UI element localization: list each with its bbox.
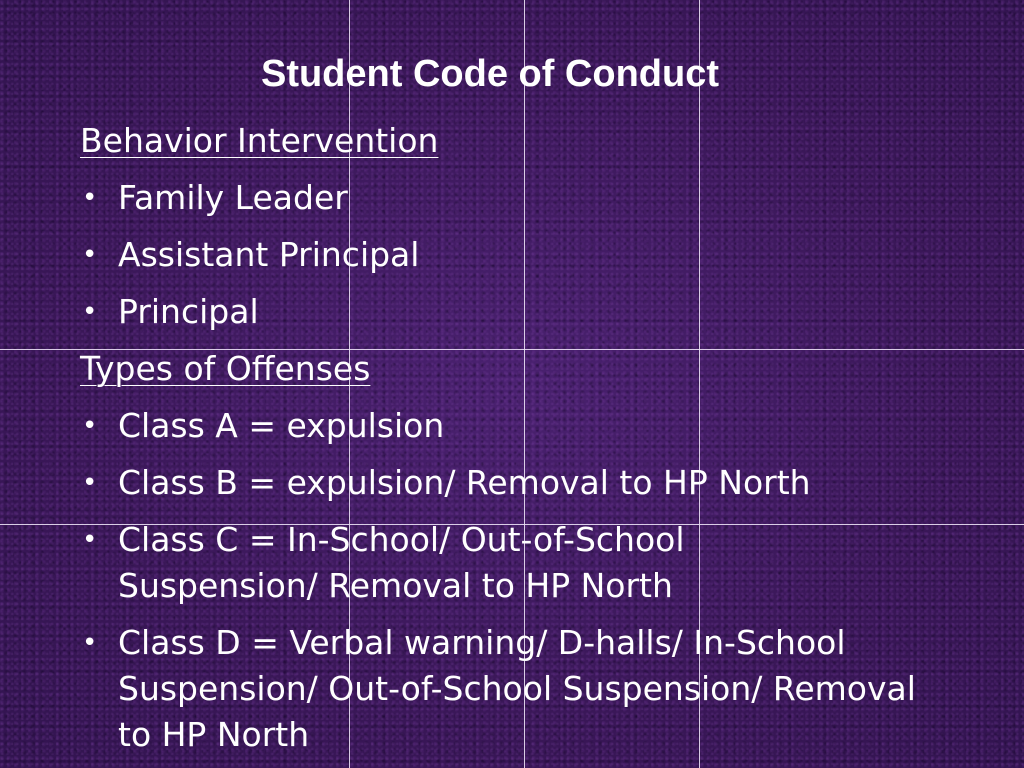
- list-item-text: Assistant Principal: [118, 235, 420, 274]
- list-item-text: Class D = Verbal warning/ D-halls/ In-School Suspension/ Out-of-School Suspension/ Removal to HP North: [118, 623, 916, 754]
- list-item-text: Class C = In-School/ Out-of-School Suspension/ Removal to HP North: [118, 520, 685, 605]
- list-item: [80, 460, 960, 506]
- bullet-icon: •: [82, 183, 98, 213]
- list-item: [80, 175, 960, 221]
- bullet-list-types-of-offenses: [80, 403, 960, 758]
- list-item-text: Class B = expulsion/ Removal to HP North: [118, 463, 811, 502]
- list-item-text: Family Leader: [118, 178, 348, 217]
- section-heading-behavior-intervention: Behavior Intervention: [80, 121, 439, 160]
- slide-title: Student Code of Conduct: [260, 53, 720, 95]
- bullet-icon: •: [82, 468, 98, 498]
- list-item: [80, 517, 778, 609]
- list-item: [80, 620, 948, 758]
- bullet-icon: •: [82, 628, 98, 658]
- list-item-text: Principal: [118, 292, 259, 331]
- bullet-icon: •: [82, 411, 98, 441]
- bullet-list-behavior-intervention: [80, 175, 960, 335]
- section-heading-types-of-offenses: Types of Offenses: [80, 349, 371, 388]
- list-item-text: Class A = expulsion: [118, 406, 445, 445]
- bullet-icon: •: [82, 525, 98, 555]
- bullet-icon: •: [82, 297, 98, 327]
- slide-content: [80, 118, 960, 768]
- bullet-icon: •: [82, 240, 98, 270]
- list-item: [80, 403, 960, 449]
- list-item: [80, 232, 960, 278]
- list-item: [80, 289, 960, 335]
